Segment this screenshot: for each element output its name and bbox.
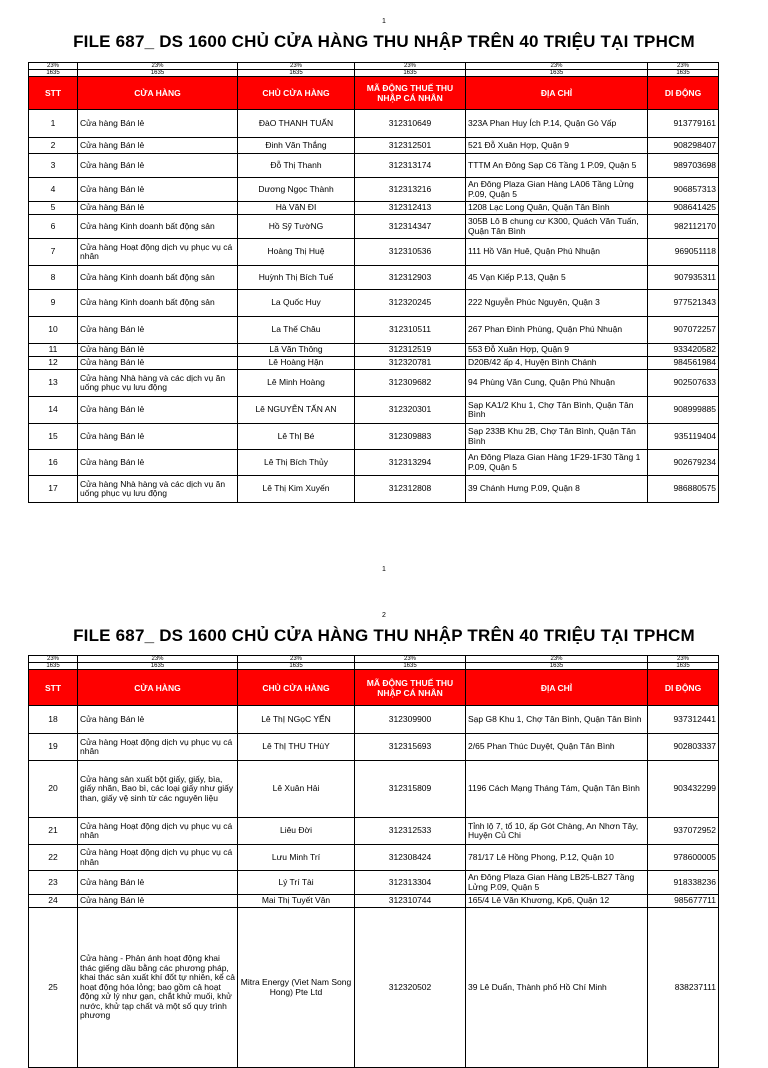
header-ma-so-thue: MÃ ĐỘNG THUẾ THU NHẬP CÁ NHÂN bbox=[355, 77, 466, 110]
header-dia-chi: ĐỊA CHỈ bbox=[466, 670, 648, 706]
address-cell: 39 Chánh Hưng P.09, Quận 8 bbox=[466, 476, 648, 503]
pre-cell: 23% bbox=[78, 656, 238, 663]
owner-cell: Lê Minh Hoàng bbox=[238, 370, 355, 397]
table-row bbox=[29, 154, 719, 178]
pre-cell: 23% bbox=[648, 63, 719, 70]
owner-cell: La Thế Châu bbox=[238, 317, 355, 344]
tax-code-cell: 312309682 bbox=[355, 370, 466, 397]
address-cell: Sạp 233B Khu 2B, Chợ Tân Bình, Quận Tân Bình bbox=[466, 424, 648, 450]
address-cell: Tỉnh lộ 7, tổ 10, ấp Gót Chàng, An Nhơn Tây, Huyện Củ Chi bbox=[466, 818, 648, 845]
owner-cell: La Quốc Huy bbox=[238, 290, 355, 317]
store-cell: Cửa hàng Bán lẻ bbox=[78, 344, 238, 357]
phone-cell: 906857313 bbox=[648, 178, 719, 202]
pre-cell: 1635 bbox=[355, 70, 466, 77]
percent-row bbox=[29, 656, 719, 663]
header-chu-cua-hang: CHỦ CỬA HÀNG bbox=[238, 77, 355, 110]
address-cell: 323A Phan Huy Ích P.14, Quận Gò Vấp bbox=[466, 110, 648, 138]
owner-cell: Mai Thị Tuyết Vân bbox=[238, 895, 355, 908]
header-di-dong: DI ĐỘNG bbox=[648, 670, 719, 706]
tax-code-cell: 312312413 bbox=[355, 202, 466, 215]
phone-cell: 902507633 bbox=[648, 370, 719, 397]
address-cell: 45 Vạn Kiếp P.13, Quận 5 bbox=[466, 266, 648, 290]
page-number: 1 bbox=[382, 18, 386, 25]
pre-cell: 23% bbox=[29, 656, 78, 663]
pre-cell: 1635 bbox=[648, 663, 719, 670]
address-cell: 94 Phùng Văn Cung, Quận Phú Nhuận bbox=[466, 370, 648, 397]
tax-code-cell: 312313294 bbox=[355, 450, 466, 476]
owner-cell: Đỗ Thị Thanh bbox=[238, 154, 355, 178]
store-cell: Cửa hàng Bán lẻ bbox=[78, 397, 238, 424]
address-cell: TTTM An Đông Sạp C6 Tầng 1 P.09, Quận 5 bbox=[466, 154, 648, 178]
phone-cell: 985677711 bbox=[648, 895, 719, 908]
table-row bbox=[29, 344, 719, 357]
store-cell: Cửa hàng Bán lẻ bbox=[78, 871, 238, 895]
tax-code-cell: 312315809 bbox=[355, 761, 466, 818]
phone-cell: 969051118 bbox=[648, 239, 719, 266]
stt-cell: 2 bbox=[29, 138, 78, 154]
pre-cell: 23% bbox=[78, 63, 238, 70]
stt-cell: 21 bbox=[29, 818, 78, 845]
address-cell: 267 Phan Đình Phùng, Quận Phú Nhuận bbox=[466, 317, 648, 344]
stt-cell: 3 bbox=[29, 154, 78, 178]
phone-cell: 908999885 bbox=[648, 397, 719, 424]
phone-cell: 986880575 bbox=[648, 476, 719, 503]
store-cell: Cửa hàng Bán lẻ bbox=[78, 202, 238, 215]
tax-code-cell: 312320502 bbox=[355, 908, 466, 1068]
owner-cell: Lê ThỊ THU THùY bbox=[238, 734, 355, 761]
tax-code-cell: 312309900 bbox=[355, 706, 466, 734]
stt-cell: 23 bbox=[29, 871, 78, 895]
header-stt: STT bbox=[29, 77, 78, 110]
owner-cell: Mitra Energy (Viet Nam Song Hong) Pte Ltd bbox=[238, 908, 355, 1068]
count-row bbox=[29, 70, 719, 77]
header-ma-so-thue: MÃ ĐỘNG THUẾ THU NHẬP CÁ NHÂN bbox=[355, 670, 466, 706]
pre-cell: 23% bbox=[355, 63, 466, 70]
phone-cell: 933420582 bbox=[648, 344, 719, 357]
table-row bbox=[29, 818, 719, 845]
store-cell: Cửa hàng sản xuất bột giấy, giấy, bìa, giấy nhăn, Bao bì, các loại giấy như giấy than, giấy vệ sinh từ các nguyên liệu bbox=[78, 761, 238, 818]
phone-cell: 908641425 bbox=[648, 202, 719, 215]
table-row bbox=[29, 424, 719, 450]
address-cell: 39 Lê Duẩn, Thành phố Hồ Chí Minh bbox=[466, 908, 648, 1068]
address-cell: 165/4 Lê Văn Khương, Kp6, Quận 12 bbox=[466, 895, 648, 908]
percent-row bbox=[29, 63, 719, 70]
owner-cell: Đinh Văn Thắng bbox=[238, 138, 355, 154]
pre-cell: 23% bbox=[466, 63, 648, 70]
phone-cell: 935119404 bbox=[648, 424, 719, 450]
pre-cell: 1635 bbox=[29, 663, 78, 670]
stt-cell: 5 bbox=[29, 202, 78, 215]
store-cell: Cửa hàng Bán lẻ bbox=[78, 706, 238, 734]
phone-cell: 903432299 bbox=[648, 761, 719, 818]
stt-cell: 10 bbox=[29, 317, 78, 344]
owner-cell: Lê Thị Bích Thủy bbox=[238, 450, 355, 476]
pre-cell: 1635 bbox=[29, 70, 78, 77]
owner-cell: Hoàng Thị Huệ bbox=[238, 239, 355, 266]
address-cell: 1208 Lạc Long Quân, Quận Tân Bình bbox=[466, 202, 648, 215]
tax-code-cell: 312312903 bbox=[355, 266, 466, 290]
table-row bbox=[29, 761, 719, 818]
phone-cell: 984561984 bbox=[648, 357, 719, 370]
pre-cell: 23% bbox=[29, 63, 78, 70]
owner-cell: Dương Ngọc Thành bbox=[238, 178, 355, 202]
pre-cell: 23% bbox=[238, 656, 355, 663]
tax-code-cell: 312313304 bbox=[355, 871, 466, 895]
store-cell: Cửa hàng Nhà hàng và các dịch vụ ăn uống phục vụ lưu động bbox=[78, 476, 238, 503]
address-cell: 1196 Cách Mạng Tháng Tám, Quận Tân Bình bbox=[466, 761, 648, 818]
owner-cell: Lã Văn Thông bbox=[238, 344, 355, 357]
pre-cell: 23% bbox=[355, 656, 466, 663]
store-cell: Cửa hàng Bán lẻ bbox=[78, 895, 238, 908]
pre-cell: 1635 bbox=[466, 663, 648, 670]
tax-code-cell: 312310744 bbox=[355, 895, 466, 908]
phone-cell: 902679234 bbox=[648, 450, 719, 476]
stt-cell: 13 bbox=[29, 370, 78, 397]
owner-cell: Hà VăN ĐI bbox=[238, 202, 355, 215]
page-number: 2 bbox=[382, 612, 386, 619]
tax-code-cell: 312314347 bbox=[355, 215, 466, 239]
table-row bbox=[29, 370, 719, 397]
table-row bbox=[29, 110, 719, 138]
tax-code-cell: 312312519 bbox=[355, 344, 466, 357]
table-row bbox=[29, 476, 719, 503]
address-cell: 521 Đỗ Xuân Hợp, Quận 9 bbox=[466, 138, 648, 154]
stt-cell: 19 bbox=[29, 734, 78, 761]
pre-cell: 1635 bbox=[78, 70, 238, 77]
phone-cell: 937312441 bbox=[648, 706, 719, 734]
owner-cell: Huỳnh Thị Bích Tuế bbox=[238, 266, 355, 290]
table-row bbox=[29, 450, 719, 476]
stt-cell: 20 bbox=[29, 761, 78, 818]
phone-cell: 902803337 bbox=[648, 734, 719, 761]
owner-cell: Lê ThỊ Bé bbox=[238, 424, 355, 450]
header-row bbox=[29, 77, 719, 110]
store-cell: Cửa hàng Bán lẻ bbox=[78, 317, 238, 344]
store-cell: Cửa hàng Bán lẻ bbox=[78, 450, 238, 476]
address-cell: Sạp G8 Khu 1, Chợ Tân Bình, Quận Tân Bình bbox=[466, 706, 648, 734]
table-row bbox=[29, 908, 719, 1068]
store-cell: Cửa hàng Kinh doanh bất động sản bbox=[78, 215, 238, 239]
pre-cell: 1635 bbox=[355, 663, 466, 670]
table-row bbox=[29, 239, 719, 266]
tax-code-cell: 312320301 bbox=[355, 397, 466, 424]
tax-code-cell: 312309883 bbox=[355, 424, 466, 450]
phone-cell: 918338236 bbox=[648, 871, 719, 895]
table-body bbox=[29, 110, 719, 503]
address-cell: An Đông Plaza Gian Hàng LA06 Tầng Lửng P.09, Quận 5 bbox=[466, 178, 648, 202]
store-cell: Cửa hàng Hoạt động dịch vụ phục vụ cá nhân bbox=[78, 845, 238, 871]
store-cell: Cửa hàng Nhà hàng và các dịch vụ ăn uống phục vụ lưu động bbox=[78, 370, 238, 397]
owner-cell: Hồ Sỹ TườNG bbox=[238, 215, 355, 239]
phone-cell: 989703698 bbox=[648, 154, 719, 178]
header-chu-cua-hang: CHỦ CỬA HÀNG bbox=[238, 670, 355, 706]
table-row bbox=[29, 290, 719, 317]
phone-cell: 838237111 bbox=[648, 908, 719, 1068]
data-table bbox=[28, 62, 719, 503]
table-row bbox=[29, 734, 719, 761]
pre-cell: 23% bbox=[466, 656, 648, 663]
stt-cell: 24 bbox=[29, 895, 78, 908]
stt-cell: 7 bbox=[29, 239, 78, 266]
stt-cell: 25 bbox=[29, 908, 78, 1068]
address-cell: 2/65 Phan Thúc Duyệt, Quận Tân Bình bbox=[466, 734, 648, 761]
table-body bbox=[29, 706, 719, 1068]
header-cua-hang: CỬA HÀNG bbox=[78, 670, 238, 706]
address-cell: D20B/42 ấp 4, Huyện Bình Chánh bbox=[466, 357, 648, 370]
address-cell: 222 Nguyễn Phúc Nguyên, Quận 3 bbox=[466, 290, 648, 317]
tax-code-cell: 312312501 bbox=[355, 138, 466, 154]
table-row bbox=[29, 895, 719, 908]
stt-cell: 14 bbox=[29, 397, 78, 424]
tax-code-cell: 312310536 bbox=[355, 239, 466, 266]
table-row bbox=[29, 138, 719, 154]
store-cell: Cửa hàng Bán lẻ bbox=[78, 357, 238, 370]
stt-cell: 1 bbox=[29, 110, 78, 138]
store-cell: Cửa hàng Bán lẻ bbox=[78, 178, 238, 202]
table-row bbox=[29, 397, 719, 424]
store-cell: Cửa hàng Bán lẻ bbox=[78, 154, 238, 178]
store-cell: Cửa hàng Bán lẻ bbox=[78, 424, 238, 450]
address-cell: An Đông Plaza Gian Hàng 1F29-1F30 Tầng 1 P.09, Quận 5 bbox=[466, 450, 648, 476]
address-cell: 553 Đỗ Xuân Hợp, Quận 9 bbox=[466, 344, 648, 357]
owner-cell: Lê NGUYỄN TẤN AN bbox=[238, 397, 355, 424]
store-cell: Cửa hàng Bán lẻ bbox=[78, 138, 238, 154]
pre-cell: 1635 bbox=[238, 70, 355, 77]
tax-code-cell: 312312533 bbox=[355, 818, 466, 845]
store-cell: Cửa hàng Kinh doanh bất động sản bbox=[78, 266, 238, 290]
store-cell: Cửa hàng Hoạt động dịch vụ phục vụ cá nhân bbox=[78, 818, 238, 845]
store-cell: Cửa hàng - Phản ánh hoạt động khai thác giếng dầu bằng các phương pháp, khai thác sản xuất khí đốt tự nhiên, kể cả hoạt động hóa lỏng; bao gồm cả hoạt động xử lý như gạn, chắt khử muối, khử nước, khử tạp chất và một số quy trình phương bbox=[78, 908, 238, 1068]
stt-cell: 8 bbox=[29, 266, 78, 290]
table-row bbox=[29, 357, 719, 370]
pre-cell: 1635 bbox=[466, 70, 648, 77]
address-cell: An Đông Plaza Gian Hàng LB25-LB27 Tầng Lửng P.09, Quận 5 bbox=[466, 871, 648, 895]
stt-cell: 18 bbox=[29, 706, 78, 734]
owner-cell: ĐàO THANH TUẤN bbox=[238, 110, 355, 138]
stt-cell: 9 bbox=[29, 290, 78, 317]
stt-cell: 12 bbox=[29, 357, 78, 370]
address-cell: 111 Hồ Văn Huê, Quận Phú Nhuận bbox=[466, 239, 648, 266]
stt-cell: 4 bbox=[29, 178, 78, 202]
header-stt: STT bbox=[29, 670, 78, 706]
table-row bbox=[29, 178, 719, 202]
address-cell: 305B Lô B chung cư K300, Quách Văn Tuấn, Quận Tân Bình bbox=[466, 215, 648, 239]
owner-cell: Lê ThỊ NGọC YẾN bbox=[238, 706, 355, 734]
phone-cell: 982112170 bbox=[648, 215, 719, 239]
stt-cell: 16 bbox=[29, 450, 78, 476]
pre-cell: 1635 bbox=[648, 70, 719, 77]
tax-code-cell: 312320245 bbox=[355, 290, 466, 317]
table-row bbox=[29, 215, 719, 239]
table-row bbox=[29, 266, 719, 290]
count-row bbox=[29, 663, 719, 670]
phone-cell: 907072257 bbox=[648, 317, 719, 344]
store-cell: Cửa hàng Bán lẻ bbox=[78, 110, 238, 138]
tax-code-cell: 312320781 bbox=[355, 357, 466, 370]
phone-cell: 937072952 bbox=[648, 818, 719, 845]
tax-code-cell: 312313216 bbox=[355, 178, 466, 202]
table-row bbox=[29, 706, 719, 734]
header-row bbox=[29, 670, 719, 706]
owner-cell: Liêu Đời bbox=[238, 818, 355, 845]
pre-cell: 23% bbox=[648, 656, 719, 663]
store-cell: Cửa hàng Hoạt động dịch vụ phục vụ cá nhân bbox=[78, 734, 238, 761]
page-footer-number: 1 bbox=[382, 566, 386, 573]
header-di-dong: DI ĐỘNG bbox=[648, 77, 719, 110]
phone-cell: 907935311 bbox=[648, 266, 719, 290]
phone-cell: 913779161 bbox=[648, 110, 719, 138]
store-cell: Cửa hàng Kinh doanh bất động sản bbox=[78, 290, 238, 317]
header-cua-hang: CỬA HÀNG bbox=[78, 77, 238, 110]
header-dia-chi: ĐỊA CHỈ bbox=[466, 77, 648, 110]
pre-cell: 1635 bbox=[78, 663, 238, 670]
table-row bbox=[29, 845, 719, 871]
owner-cell: Lý Trí Tài bbox=[238, 871, 355, 895]
tax-code-cell: 312313174 bbox=[355, 154, 466, 178]
owner-cell: Lê Hoàng Hận bbox=[238, 357, 355, 370]
tax-code-cell: 312310511 bbox=[355, 317, 466, 344]
table-row bbox=[29, 871, 719, 895]
stt-cell: 22 bbox=[29, 845, 78, 871]
tax-code-cell: 312312808 bbox=[355, 476, 466, 503]
owner-cell: Lưu Minh Trí bbox=[238, 845, 355, 871]
stt-cell: 11 bbox=[29, 344, 78, 357]
data-table bbox=[28, 655, 719, 1068]
tax-code-cell: 312315693 bbox=[355, 734, 466, 761]
stt-cell: 17 bbox=[29, 476, 78, 503]
stt-cell: 6 bbox=[29, 215, 78, 239]
pre-cell: 1635 bbox=[238, 663, 355, 670]
pre-cell: 23% bbox=[238, 63, 355, 70]
tax-code-cell: 312308424 bbox=[355, 845, 466, 871]
tax-code-cell: 312310649 bbox=[355, 110, 466, 138]
stt-cell: 15 bbox=[29, 424, 78, 450]
phone-cell: 908298407 bbox=[648, 138, 719, 154]
address-cell: 781/17 Lê Hồng Phong, P.12, Quận 10 bbox=[466, 845, 648, 871]
owner-cell: Lê Thị Kim Xuyến bbox=[238, 476, 355, 503]
store-cell: Cửa hàng Hoạt động dịch vụ phục vụ cá nhân bbox=[78, 239, 238, 266]
page-title: FILE 687_ DS 1600 CHỦ CỬA HÀNG THU NHẬP TRÊN 40 TRIỆU TẠI TPHCM bbox=[73, 626, 695, 645]
table-row bbox=[29, 202, 719, 215]
page-title: FILE 687_ DS 1600 CHỦ CỬA HÀNG THU NHẬP TRÊN 40 TRIỆU TẠI TPHCM bbox=[73, 32, 695, 51]
phone-cell: 977521343 bbox=[648, 290, 719, 317]
address-cell: Sạp KA1/2 Khu 1, Chợ Tân Bình, Quận Tân Bình bbox=[466, 397, 648, 424]
table-row bbox=[29, 317, 719, 344]
owner-cell: Lê Xuân Hải bbox=[238, 761, 355, 818]
phone-cell: 978600005 bbox=[648, 845, 719, 871]
